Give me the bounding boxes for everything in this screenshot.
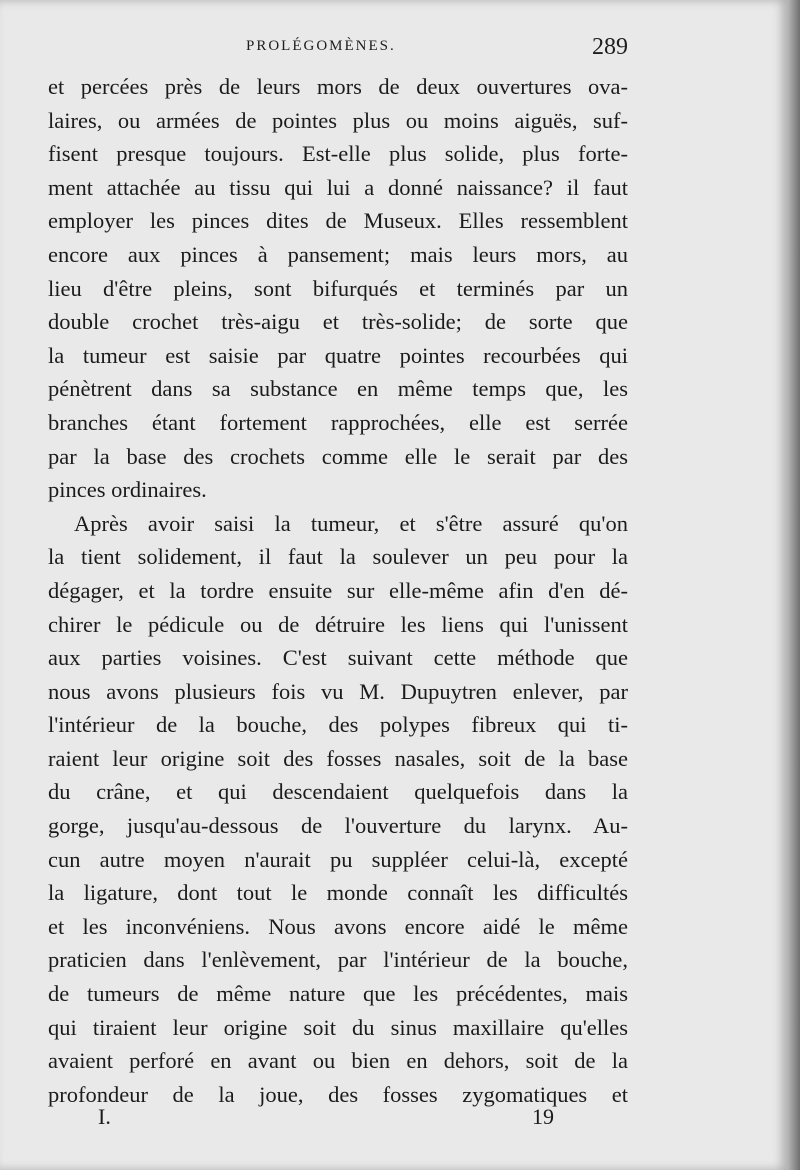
paragraph <box>48 70 628 507</box>
text-line: double crochet très-aigu et très-solide; de sorte que <box>48 309 628 335</box>
text-line: pénètrent dans sa substance en même temps que, les <box>48 376 628 402</box>
text-line: profondeur de la joue, des fosses zygomatiques et <box>48 1081 628 1107</box>
text-line: fisent presque toujours. Est-elle plus solide, plus forte- <box>48 141 628 167</box>
text-line: Après avoir saisi la tumeur, et s'être assuré qu'on <box>74 510 628 536</box>
text-line: aux parties voisines. C'est suivant cette méthode que <box>48 645 628 671</box>
text-line: praticien dans l'enlèvement, par l'intérieur de la bouche, <box>48 947 628 973</box>
text-line: par la base des crochets comme elle le serait par des <box>48 443 628 469</box>
text-line: laires, ou armées de pointes plus ou moins aiguës, suf- <box>48 107 628 133</box>
text-line: branches étant fortement rapprochées, elle est serrée <box>48 409 628 435</box>
text-line: et percées près de leurs mors de deux ouvertures ova- <box>48 74 628 99</box>
text-line: raient leur origine soit des fosses nasales, soit de la base <box>48 745 628 771</box>
text-line: qui tiraient leur origine soit du sinus maxillaire qu'elles <box>48 1014 628 1040</box>
text-line: dégager, et la tordre ensuite sur elle-même afin d'en dé- <box>48 577 628 603</box>
paragraph <box>48 507 628 1112</box>
text-line: la tient solidement, il faut la soulever un peu pour la <box>48 544 628 570</box>
text-line: employer les pinces dites de Museux. Elles ressemblent <box>48 208 628 234</box>
text-line: la tumeur est saisie par quatre pointes recourbées qui <box>48 342 628 368</box>
text-line: nous avons plusieurs fois vu M. Dupuytren enlever, par <box>48 678 628 704</box>
text-line: pinces ordinaires. <box>48 477 207 503</box>
running-head <box>48 34 628 60</box>
text-line: avaient perforé en avant ou bien en dehors, soit de la <box>48 1048 628 1074</box>
page-edge <box>788 0 800 1170</box>
text-line: chirer le pédicule ou de détruire les liens qui l'unissent <box>48 611 628 637</box>
page-footer <box>48 1104 628 1134</box>
text-line: lieu d'être pleins, sont bifurqués et terminés par un <box>48 275 628 301</box>
text-line: cun autre moyen n'aurait pu suppléer celui-là, excepté <box>48 846 628 872</box>
text-line: ment attachée au tissu qui lui a donné naissance? il faut <box>48 174 628 200</box>
text-body <box>48 70 628 1111</box>
text-line: gorge, jusqu'au-dessous de l'ouverture du larynx. Au- <box>48 813 628 839</box>
running-title: PROLÉGOMÈNES. <box>246 38 396 54</box>
page-number: 289 <box>592 34 628 60</box>
sheet-number: 19 <box>532 1104 554 1129</box>
text-line: l'intérieur de la bouche, des polypes fibreux qui ti- <box>48 712 628 738</box>
text-line: du crâne, et qui descendaient quelquefois dans la <box>48 779 628 805</box>
text-line: de tumeurs de même nature que les précédentes, mais <box>48 981 628 1007</box>
text-line: la ligature, dont tout le monde connaît les difficultés <box>48 880 628 906</box>
signature-mark: I. <box>98 1104 111 1129</box>
text-line: encore aux pinces à pansement; mais leurs mors, au <box>48 241 628 267</box>
text-line: et les inconvéniens. Nous avons encore aidé le même <box>48 913 628 939</box>
